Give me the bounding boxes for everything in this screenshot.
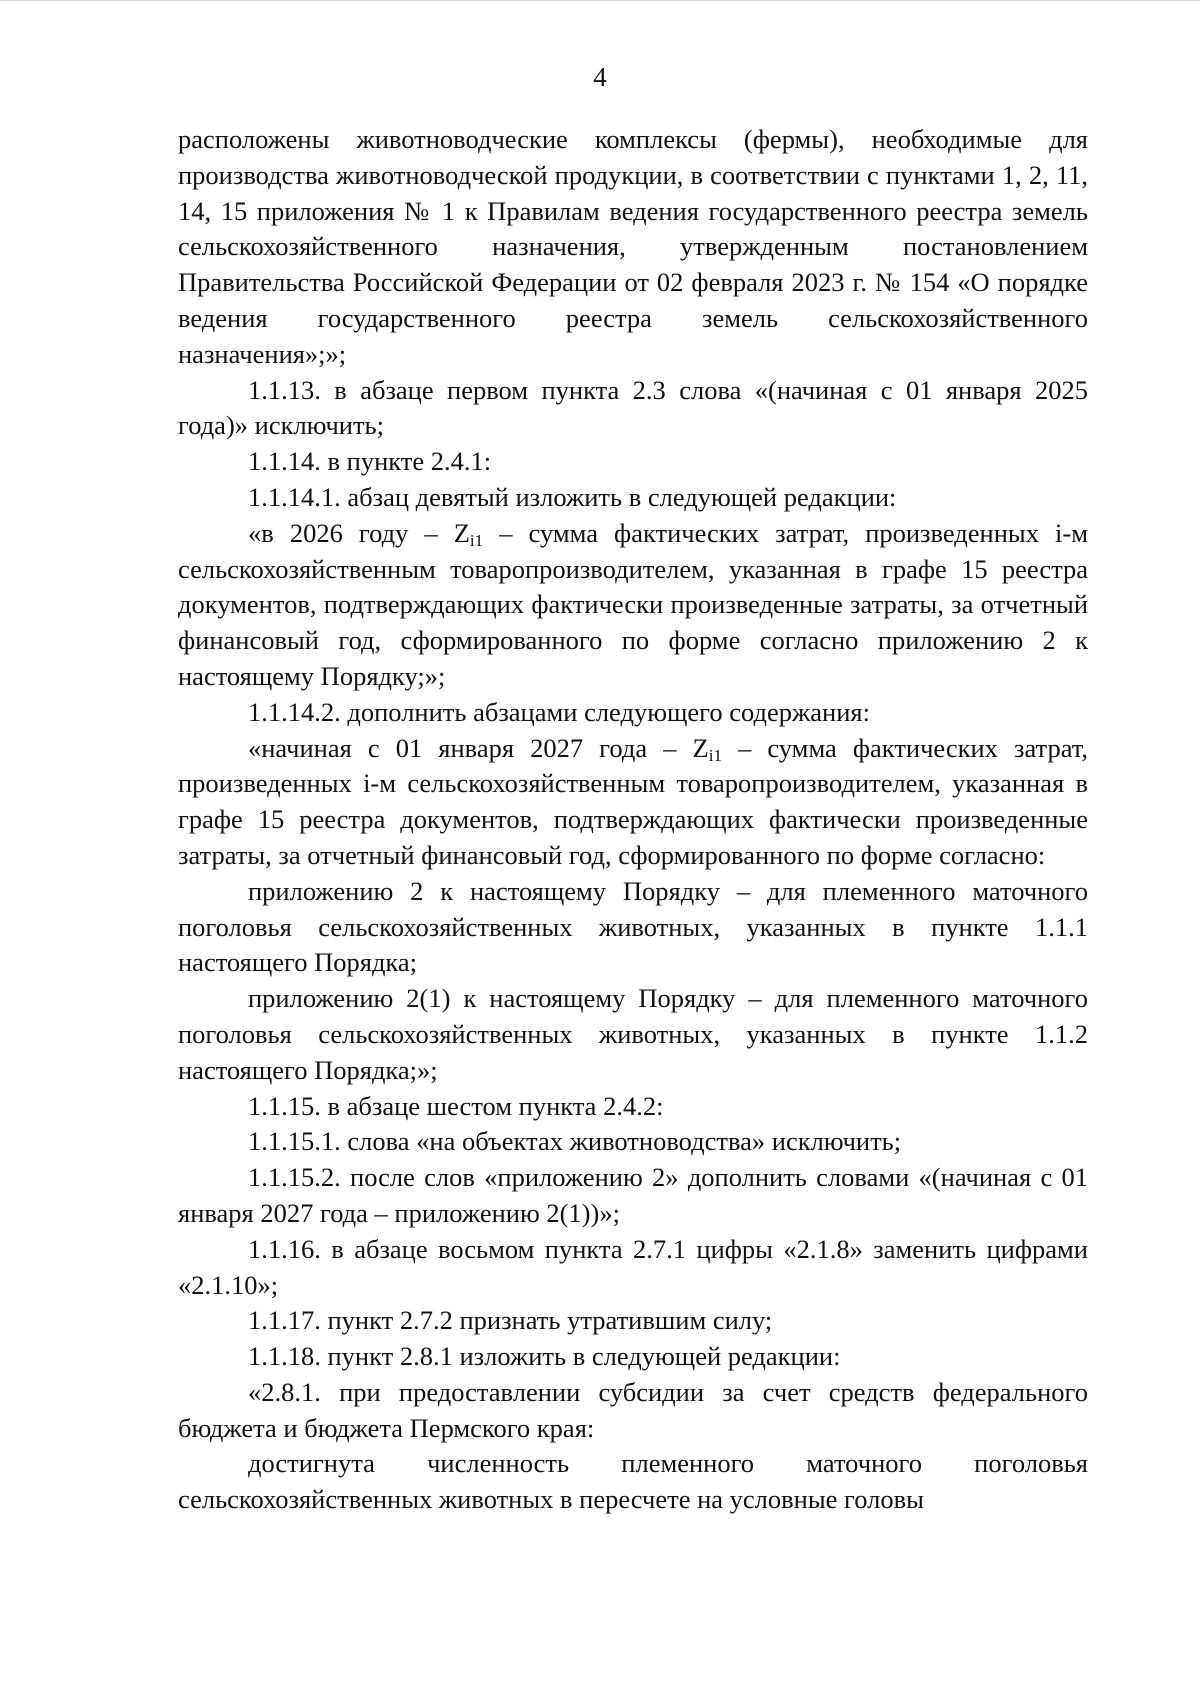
paragraph-appendix-2-1: приложению 2(1) к настоящему Порядку – для племенного маточного поголовья сельскохозяйственных животных, указанных в пункте 1.1.2 настоящего Порядка;»;	[178, 983, 1088, 1085]
paragraph-2026-formula	[178, 516, 1088, 695]
formula-text-before: «в 2026 году – Z	[248, 517, 470, 548]
paragraph-1-1-13: 1.1.13. в абзаце первом пункта 2.3 слова «(начиная с 01 января 2025 года)» исключить;	[178, 374, 1088, 441]
paragraph-continuation: расположены животноводческие комплексы (фермы), необходимые для производства животноводческой продукции, в соответствии с пунктами 1, 2, 11, 14, 15 приложения № 1 к Правилам ведения государственного реестра земель сельскохозяйственного назначения, утвержденным постановлением Правительства Российской Федерации от 02 февраля 2023 г. № 154 «О порядке ведения государственного реестра земель сельскохозяйственного назначения»;»;	[178, 124, 1088, 369]
paragraph-1-1-15: 1.1.15. в абзаце шестом пункта 2.4.2:	[248, 1090, 664, 1121]
formula-subscript: i1	[469, 530, 484, 550]
formula-subscript: i1	[708, 745, 722, 765]
formula-text-after: – сумма фактических затрат, произведенных i-м сельскохозяйственным товаропроизводителем, указанная в графе 15 реестра документов, подтверждающих фактически произведенные затраты, за отчетный финансовый год, сформированного по форме согласно приложению 2 к настоящему Порядку;»;	[178, 517, 1088, 691]
paragraph-1-1-14-2: 1.1.14.2. дополнить абзацами следующего содержания:	[248, 696, 870, 727]
formula-text-before: «начиная с 01 января 2027 года – Z	[248, 732, 709, 763]
formula-text-after: – сумма фактических затрат, произведенных i-м сельскохозяйственным товаропроизводителем, указанная в графе 15 реестра документов, подтверждающих фактически произведенные затраты, за отчетный финансовый год, сформированного по форме согласно:	[178, 732, 1088, 870]
page-number: 4	[593, 62, 607, 92]
paragraph-1-1-15-1: 1.1.15.1. слова «на объектах животноводства» исключить;	[248, 1126, 902, 1157]
paragraph-1-1-16: 1.1.16. в абзаце восьмом пункта 2.7.1 цифры «2.1.8» заменить цифрами «2.1.10»;	[178, 1233, 1088, 1300]
paragraph-achieved-headcount: достигнута численность племенного маточного поголовья сельскохозяйственных животных в пересчете на условные головы	[178, 1448, 1088, 1515]
paragraph-1-1-17: 1.1.17. пункт 2.7.2 признать утратившим силу;	[248, 1305, 773, 1336]
paragraph-1-1-14: 1.1.14. в пункте 2.4.1:	[248, 446, 492, 477]
paragraph-1-1-18: 1.1.18. пункт 2.8.1 изложить в следующей редакции:	[248, 1341, 841, 1372]
document-body	[178, 122, 1088, 1518]
paragraph-1-1-14-1: 1.1.14.1. абзац девятый изложить в следующей редакции:	[248, 481, 897, 512]
scan-edge-line	[0, 0, 1200, 1]
paragraph-2027-formula	[178, 731, 1088, 874]
paragraph-2-8-1: «2.8.1. при предоставлении субсидии за счет средств федерального бюджета и бюджета Пермского края:	[178, 1376, 1088, 1443]
paragraph-1-1-15-2: 1.1.15.2. после слов «приложению 2» дополнить словами «(начиная с 01 января 2027 года – приложению 2(1))»;	[178, 1162, 1088, 1228]
paragraph-appendix-2: приложению 2 к настоящему Порядку – для племенного маточного поголовья сельскохозяйственных животных, указанных в пункте 1.1.1 настоящего Порядка;	[178, 875, 1088, 978]
